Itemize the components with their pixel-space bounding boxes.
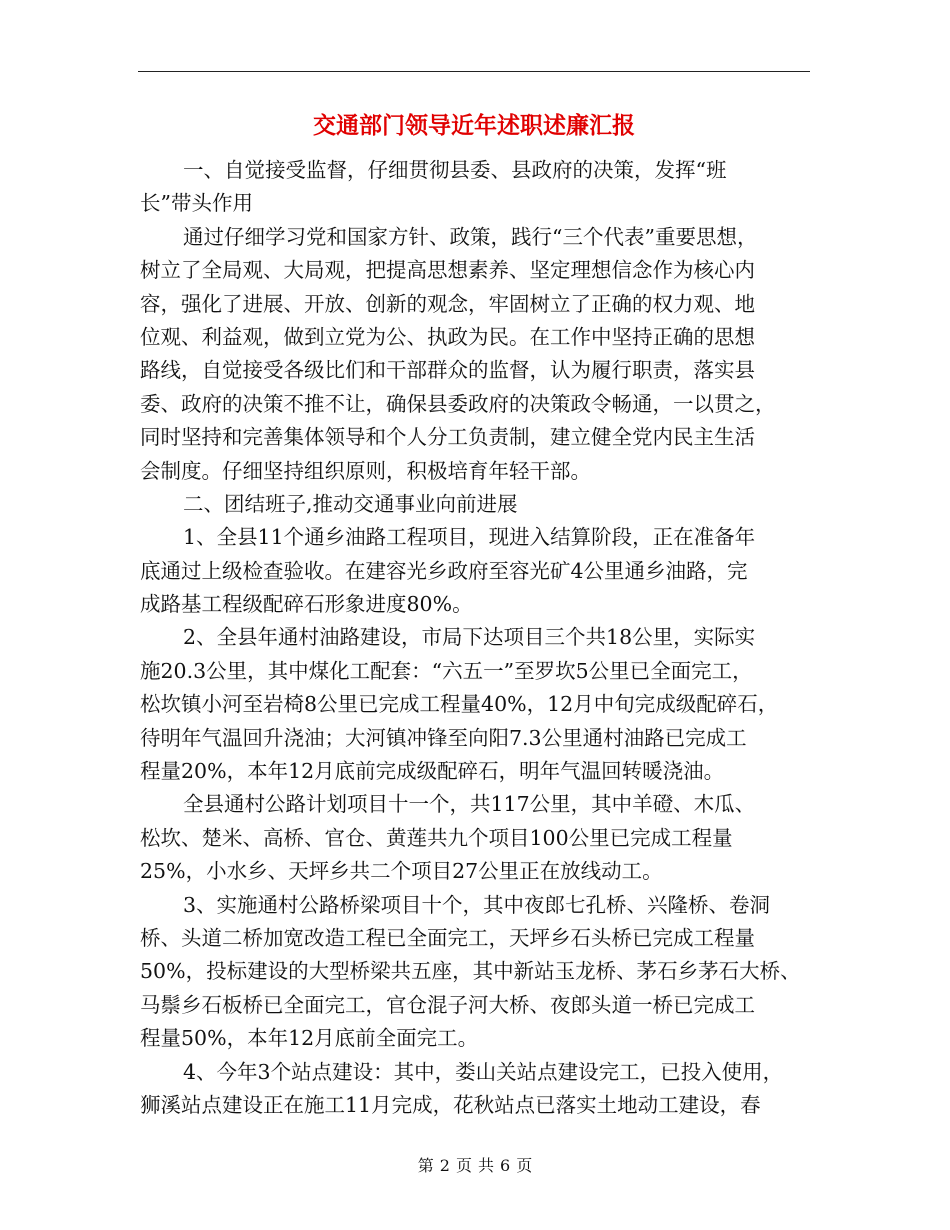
text-line: 25%，小水乡、天坪乡共二个项目27公里正在放线动工。 [140,859,663,884]
text-line: 待明年气温回升浇油；大河镇冲锋至向阳7.3公里通村油路已完成工 [140,725,747,750]
text-line: 通过仔细学习党和国家方针、政策，践行“三个代表”重要思想， [183,224,758,249]
text-line: 4、今年3个站点建设：其中，娄山关站点建设完工，已投入使用， [183,1059,784,1084]
page-footer [0,1156,950,1176]
text-line: 松坎、楚米、高桥、官仓、黄莲共九个项目100公里已完成工程量 [140,825,733,850]
text-line: 位观、利益观，做到立党为公、执政为民。在工作中坚持正确的思想 [140,324,755,349]
text-line: 二、团结班子,推动交通事业向前进展 [183,491,518,516]
current-page-number: 2 [439,1156,450,1175]
text-line: 底通过上级检查验收。在建容光乡政府至容光矿4公里通乡油路，完 [140,558,748,583]
text-line: 马鬃乡石板桥已全面完工，官仓混子河大桥、夜郎头道一桥已完成工 [140,992,755,1017]
text-line: 程量20%，本年12月底前完成级配碎石，明年气温回转暖浇油。 [140,759,725,784]
footer-page-word: 页 [455,1156,472,1175]
footer-total-label: 共 [478,1156,495,1175]
text-line: 50%，投标建设的大型桥梁共五座，其中新站玉龙桥、茅石乡茅石大桥、 [140,959,801,984]
text-line: 全县通村公路计划项目十一个，共117公里，其中羊磴、木瓜、 [183,792,756,817]
text-line: 会制度。仔细坚持组织原则，积极培育年轻干部。 [140,458,591,483]
text-line: 树立了全局观、大局观，把提高思想素养、坚定理想信念作为核心内 [140,258,755,283]
footer-suffix: 页 [516,1156,533,1175]
text-line: 1、全县11个通乡油路工程项目，现进入结算阶段，正在准备年 [183,525,756,550]
footer-prefix: 第 [417,1156,434,1175]
text-line: 松坎镇小河至岩椅8公里已完成工程量40%，12月中旬完成级配碎石， [140,692,779,717]
header-rule [138,71,810,72]
text-line: 长”带头作用 [140,191,253,216]
text-line: 路线，自觉接受各级比们和干部群众的监督，认为履行职责，落实县 [140,358,755,383]
text-line: 同时坚持和完善集体领导和个人分工负责制，建立健全党内民主生活 [140,425,755,450]
text-line: 3、实施通村公路桥梁项目十个，其中夜郎七孔桥、兴隆桥、卷洞 [183,892,771,917]
text-line: 2、全县年通村油路建设，市局下达项目三个共18公里，实际实 [183,625,756,650]
text-line: 容，强化了进展、开放、创新的观念，牢固树立了正确的权力观、地 [140,291,755,316]
text-line: 桥、头道二桥加宽改造工程已全面完工，天坪乡石头桥已完成工程量 [140,925,755,950]
total-page-count: 6 [500,1156,511,1175]
text-line: 程量50%，本年12月底前全面完工。 [140,1026,479,1051]
text-line: 一、自觉接受监督，仔细贯彻县委、县政府的决策，发挥“班 [183,158,727,182]
document-body [140,154,812,1122]
text-line: 成路基工程级配碎石形象进度80%。 [140,592,473,617]
document-title: 交通部门领导近年述职述廉汇报 [313,112,635,139]
text-line: 施20.3公里，其中煤化工配套：“六五一”至罗坎5公里已全面完工， [140,658,753,683]
text-line: 委、政府的决策不推不让，确保县委政府的决策政令畅通，一以贯之， [140,391,776,416]
text-line: 狮溪站点建设正在施工11月完成，花秋站点已落实土地动工建设，春 [140,1092,761,1117]
